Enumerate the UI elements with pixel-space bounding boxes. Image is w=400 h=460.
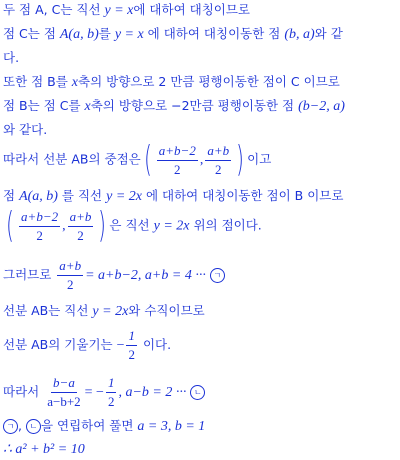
- fraction: $\frac{a+b-2}{2}$: [158, 142, 196, 177]
- circled-label-2: ㄴ: [190, 385, 205, 400]
- line-15-answer: ∴ a² + b² = 10: [3, 442, 85, 457]
- fraction: $\frac{b-a}{a-b+2}$: [47, 375, 81, 409]
- line-7-midpoint: 따라서 선분 AB의 중점은( $\frac{a+b-2}{2}$ , $\frac{a+b}{2}$ ) 이고: [3, 139, 272, 180]
- fraction: $\frac{1}{2}$: [107, 375, 115, 409]
- circled-label-1: ㄱ: [210, 268, 225, 283]
- line-1: 두 점 A, C는 직선 y = x에 대하여 대칭이므로: [3, 2, 250, 18]
- line-8: 점 A(a, b) 를 직선 y = 2x 에 대하여 대칭이동한 점이 B 이므로: [3, 188, 344, 204]
- line-5: 점 B는 점 C를 x축의 방향으로 −2만큼 평행이동한 점 (b−2, a): [3, 98, 345, 114]
- circled-label-1: ㄱ: [3, 419, 18, 434]
- line-13-equation-2: 따라서 $\frac{b-a}{a-b+2}$ = − $\frac{1}{2}$ , a−b = 2 ··· ㄴ: [3, 375, 205, 410]
- fraction: $\frac{a+b}{2}$: [207, 142, 230, 177]
- circled-label-2: ㄴ: [26, 419, 41, 434]
- line-6: 와 같다.: [3, 122, 48, 137]
- line-2: 점 C는 점 A(a, b)를 y = x 에 대하여 대칭이동한 점 (b, a)와 같: [3, 26, 343, 42]
- fraction: $\frac{a+b}{2}$: [69, 208, 92, 243]
- line-12-slope: 선분 AB의 기울기는 − $\frac{1}{2}$ 이다.: [3, 328, 172, 362]
- fraction: $\frac{1}{2}$: [128, 328, 135, 362]
- line-10-equation-1: 그러므로 $\frac{a+b}{2}$ = a+b−2, a+b = 4 ··· ㄱ: [3, 258, 225, 293]
- fraction: $\frac{a+b}{2}$: [59, 258, 82, 292]
- line-9-point-on-line: ( $\frac{a+b-2}{2}$ , $\frac{a+b}{2}$ ) 은 직선 y = 2x 위의 점이다.: [6, 205, 262, 246]
- line-3: 다.: [3, 50, 20, 65]
- left-paren: (: [143, 139, 152, 180]
- line-4: 또한 점 B를 x축의 방향으로 2 만큼 평행이동한 점이 C 이므로: [3, 74, 340, 90]
- right-paren: ): [236, 139, 244, 180]
- right-paren: ): [98, 205, 107, 246]
- left-paren: (: [6, 205, 14, 246]
- fraction: $\frac{a+b-2}{2}$: [21, 208, 59, 243]
- line-14: ㄱ , ㄴ 을 연립하여 풀면 a = 3, b = 1: [3, 418, 205, 435]
- line-11: 선분 AB는 직선 y = 2x와 수직이므로: [3, 303, 205, 319]
